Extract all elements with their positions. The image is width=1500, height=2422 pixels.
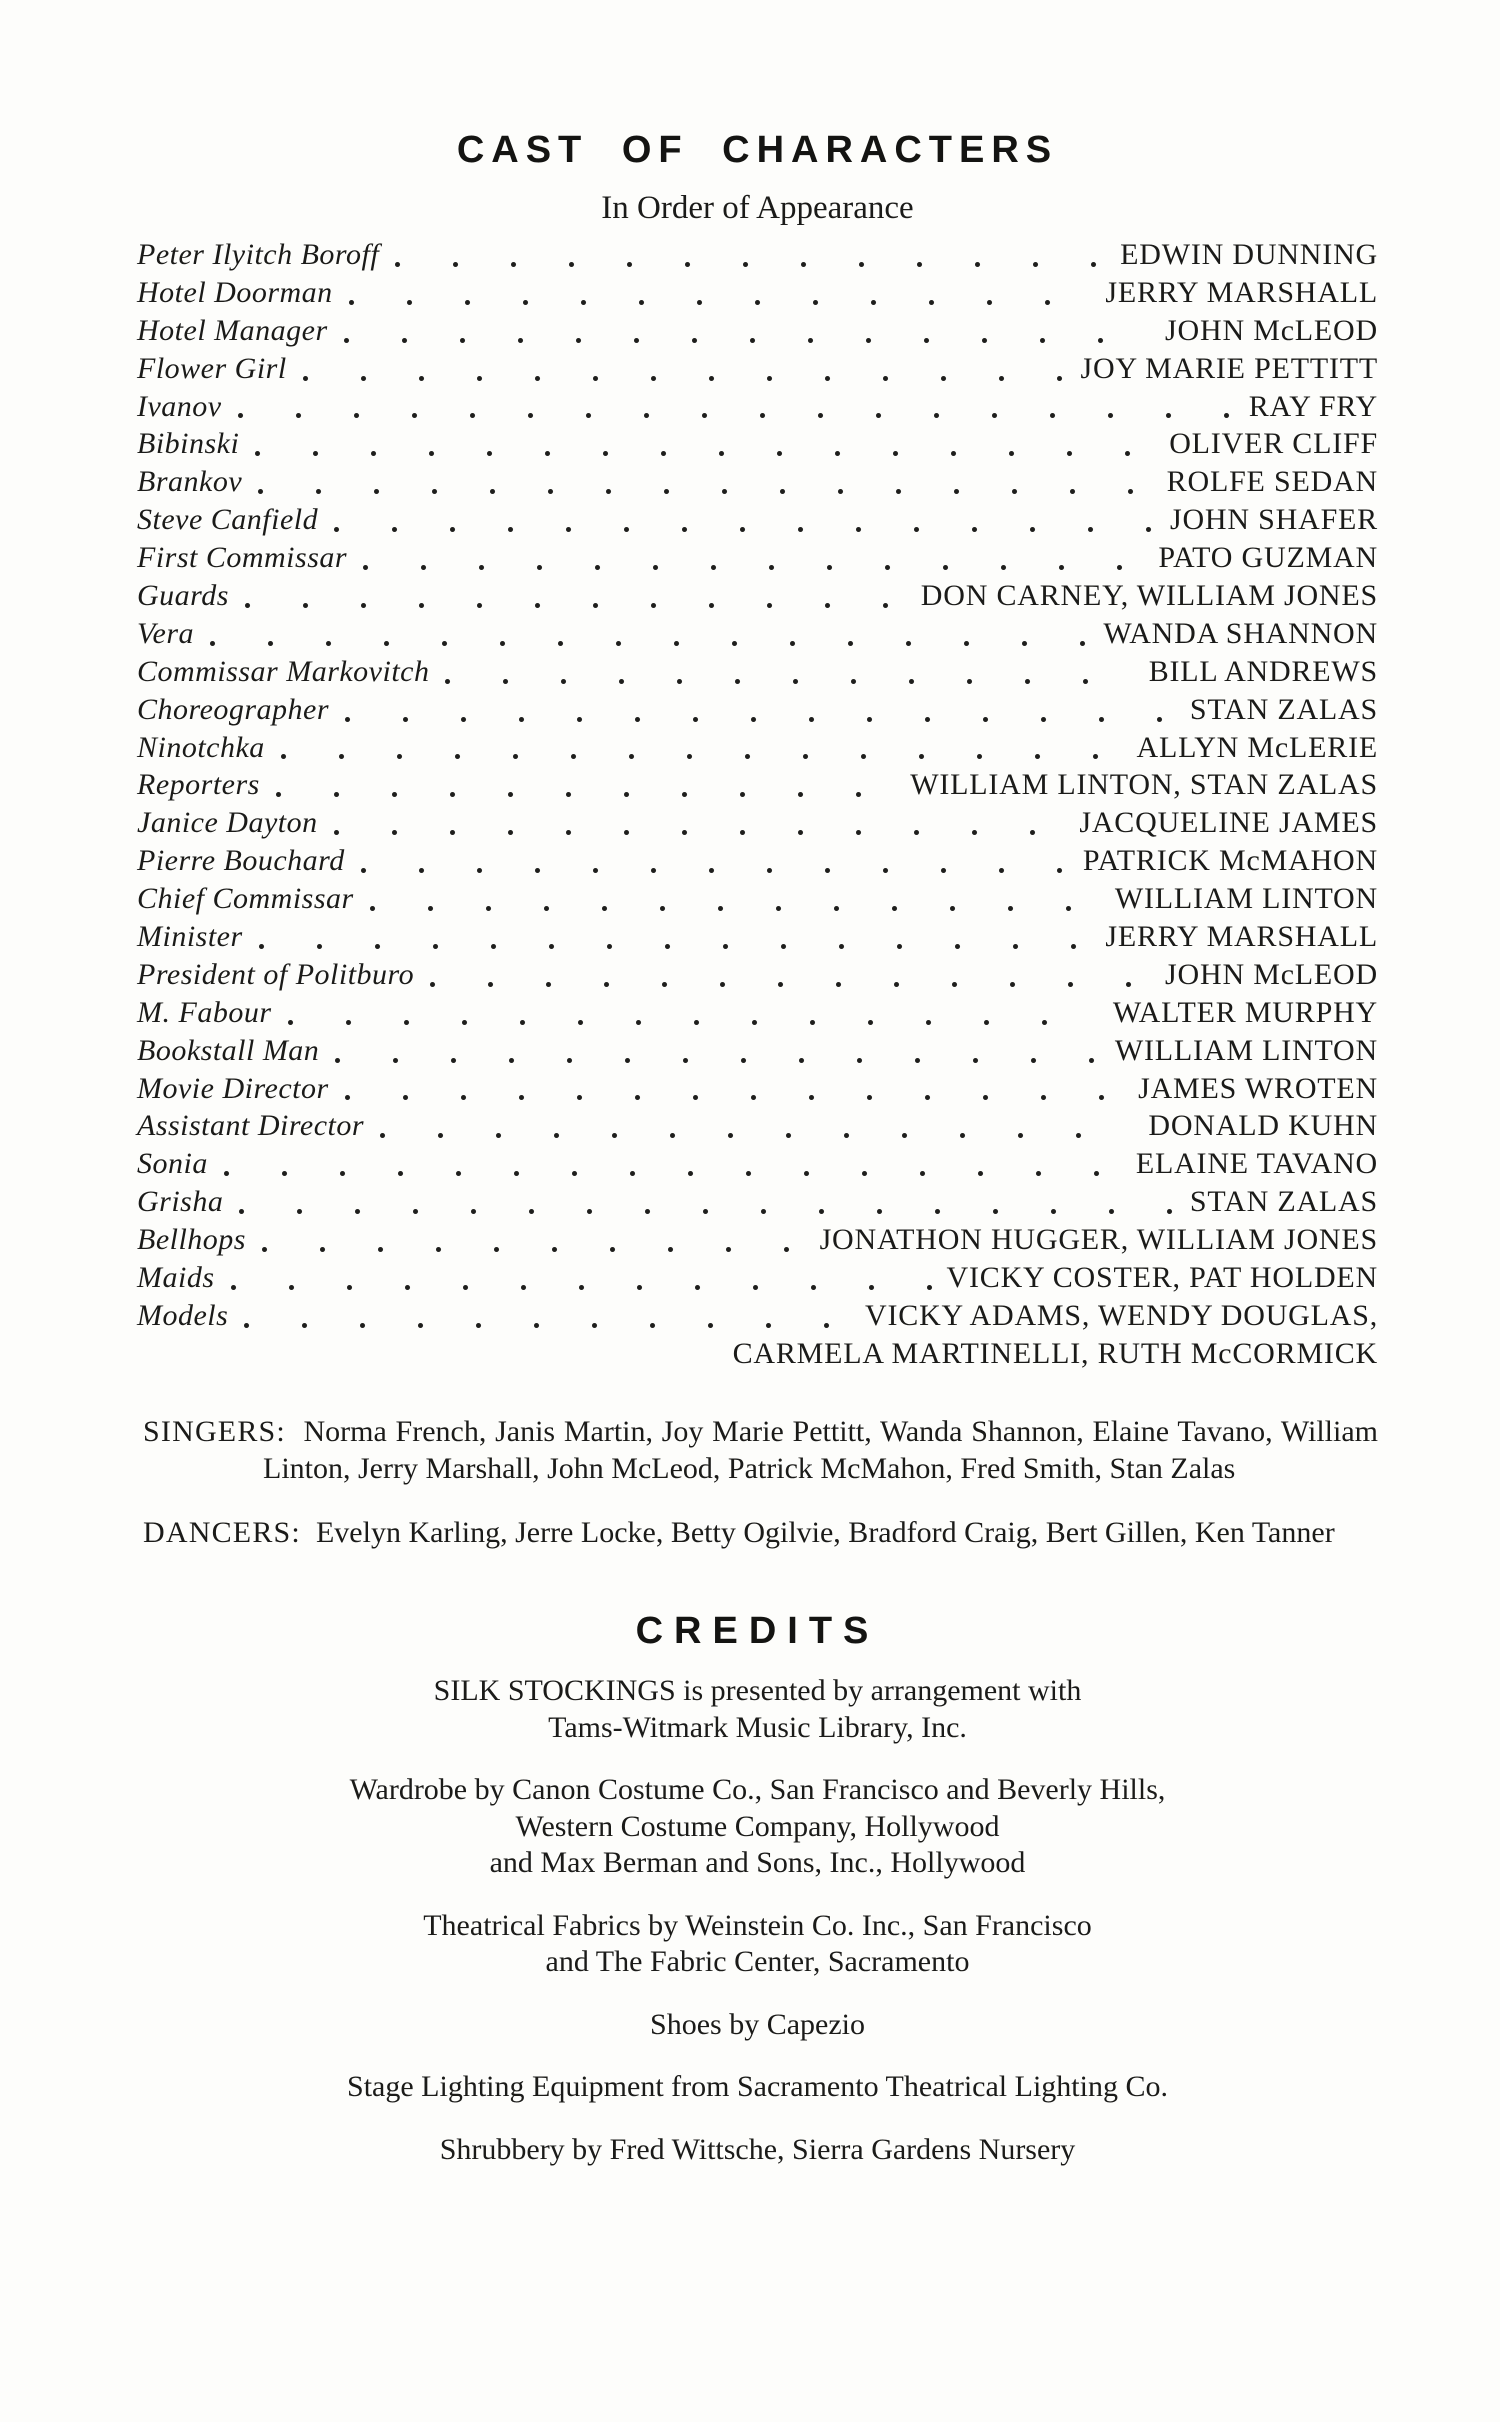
credit-line: Tams-Witmark Music Library, Inc. (548, 1710, 967, 1744)
actor-name: JOHN McLEOD (1165, 313, 1378, 347)
dotted-leader (287, 350, 1081, 388)
character-name: Movie Director (137, 1071, 329, 1105)
character-name: First Commissar (137, 541, 348, 575)
ensembles-section (137, 1413, 1378, 1552)
actor-name: VICKY COSTER, PAT HOLDEN (946, 1261, 1378, 1295)
page-content (137, 128, 1378, 2168)
dotted-leader (347, 539, 1158, 577)
actor-name: DON CARNEY, WILLIAM JONES (920, 579, 1378, 613)
cast-row (137, 312, 1378, 350)
dotted-leader (229, 577, 921, 615)
character-name: Bookstall Man (137, 1033, 320, 1067)
dotted-leader (222, 388, 1249, 426)
dotted-leader (318, 501, 1170, 539)
ensemble-paragraph (143, 1413, 1378, 1488)
dotted-leader (272, 994, 1113, 1032)
cast-row (137, 956, 1378, 994)
character-name: Peter Ilyitch Boroff (137, 238, 380, 271)
cast-row (137, 653, 1378, 691)
dotted-leader (194, 615, 1103, 653)
character-name: Guards (137, 579, 229, 613)
actor-name: WILLIAM LINTON, STAN ZALAS (910, 768, 1378, 802)
dotted-leader (246, 1221, 820, 1259)
character-name: Chief Commissar (137, 882, 354, 916)
character-name: Ivanov (137, 389, 222, 423)
ensemble-names: Norma French, Janis Martin, Joy Marie Pettitt, Wanda Shannon, Elaine Tavano, William Linton, Jerry Marshall, John McLeod, Patrick McMahon, Fred Smith, Stan Zalas (263, 1414, 1378, 1486)
character-name: Vera (137, 616, 194, 650)
dotted-leader (345, 842, 1083, 880)
dotted-leader (242, 463, 1167, 501)
character-name: Sonia (137, 1147, 208, 1181)
cast-row (137, 842, 1378, 880)
credit-group (137, 2069, 1378, 2106)
character-name: Maids (137, 1261, 215, 1295)
character-name: Bellhops (137, 1223, 246, 1257)
actor-name-continuation: CARMELA MARTINELLI, RUTH McCORMICK (732, 1336, 1378, 1370)
credit-line: and Max Berman and Sons, Inc., Hollywood (489, 1846, 1026, 1880)
cast-row (137, 1032, 1378, 1070)
character-name: Hotel Doorman (137, 275, 333, 309)
actor-name: JOHN McLEOD (1165, 957, 1378, 991)
cast-row (137, 1297, 1378, 1335)
character-name: Ninotchka (137, 730, 265, 764)
credits-section (137, 1673, 1378, 2168)
credit-group (137, 1908, 1378, 1981)
cast-row (137, 804, 1378, 842)
cast-row (137, 1107, 1378, 1145)
actor-name: RAY FRY (1248, 389, 1378, 423)
cast-row (137, 766, 1378, 804)
credit-group (137, 1673, 1378, 1746)
cast-row (137, 388, 1378, 426)
dotted-leader (223, 1183, 1190, 1221)
actor-name: BILL ANDREWS (1148, 654, 1378, 688)
cast-row (137, 1145, 1378, 1183)
actor-name: OLIVER CLIFF (1169, 427, 1378, 461)
character-name: Bibinski (137, 427, 240, 461)
actor-name: JOY MARIE PETTITT (1080, 351, 1378, 385)
credit-line: Shoes by Capezio (650, 2007, 865, 2041)
cast-row (137, 236, 1378, 274)
actor-name: EDWIN DUNNING (1120, 238, 1378, 271)
dotted-leader (429, 653, 1148, 691)
credits-title: CREDITS (635, 1610, 880, 1653)
cast-row (137, 880, 1378, 918)
cast-row (137, 729, 1378, 767)
dotted-leader (215, 1259, 947, 1297)
character-name: Hotel Manager (137, 313, 328, 347)
cast-list (137, 236, 1378, 1373)
cast-row (137, 350, 1378, 388)
dotted-leader (260, 766, 910, 804)
actor-name: WALTER MURPHY (1112, 995, 1378, 1029)
dotted-leader (414, 956, 1165, 994)
actor-name: STAN ZALAS (1189, 692, 1378, 726)
actor-name: STAN ZALAS (1189, 1185, 1378, 1219)
in-order-of-appearance-subtitle: In Order of Appearance (601, 190, 914, 226)
credit-line: Theatrical Fabrics by Weinstein Co. Inc., San Francisco (423, 1908, 1092, 1942)
dotted-leader (319, 1032, 1115, 1070)
character-name: Reporters (137, 768, 260, 802)
dotted-leader (364, 1107, 1148, 1145)
character-name: President of Politburo (137, 957, 415, 991)
cast-of-characters-title: CAST OF CHARACTERS (456, 129, 1059, 171)
credit-line: SILK STOCKINGS is presented by arrangement with (433, 1674, 1082, 1708)
actor-name: JERRY MARSHALL (1105, 275, 1378, 309)
character-name: Choreographer (137, 692, 330, 726)
cast-row (137, 274, 1378, 312)
dotted-leader (333, 274, 1106, 312)
cast-row (137, 501, 1378, 539)
cast-row (137, 463, 1378, 501)
character-name: M. Fabour (137, 995, 272, 1029)
dotted-leader (243, 918, 1106, 956)
ensemble-paragraph (143, 1514, 1378, 1552)
actor-name: WILLIAM LINTON (1114, 882, 1378, 916)
character-name: Models (137, 1298, 229, 1332)
cast-row (137, 539, 1378, 577)
actor-name: PATO GUZMAN (1158, 541, 1378, 575)
dotted-leader (329, 691, 1190, 729)
cast-row (137, 918, 1378, 956)
character-name: Grisha (137, 1185, 224, 1219)
actor-name: ELAINE TAVANO (1135, 1147, 1378, 1181)
dotted-leader (329, 1070, 1138, 1108)
credit-line: Wardrobe by Canon Costume Co., San Francisco and Beverly Hills, (349, 1773, 1166, 1807)
actor-name: DONALD KUHN (1148, 1109, 1378, 1143)
cast-row (137, 994, 1378, 1032)
actor-name: JACQUELINE JAMES (1079, 806, 1378, 840)
credit-group (137, 1772, 1378, 1882)
actor-name: ROLFE SEDAN (1166, 465, 1378, 499)
actor-name: WILLIAM LINTON (1114, 1033, 1378, 1067)
character-name: Assistant Director (137, 1109, 365, 1143)
character-name: Janice Dayton (137, 806, 318, 840)
credit-line: and The Fabric Center, Sacramento (545, 1945, 970, 1979)
actor-name: JAMES WROTEN (1138, 1071, 1378, 1105)
cast-row (137, 1221, 1378, 1259)
character-name: Flower Girl (137, 351, 287, 385)
cast-row (137, 425, 1378, 463)
actor-name: VICKY ADAMS, WENDY DOUGLAS, (865, 1298, 1378, 1332)
ensemble-names: Evelyn Karling, Jerre Locke, Betty Ogilvie, Bradford Craig, Bert Gillen, Ken Tanner (315, 1515, 1335, 1549)
actor-name: PATRICK McMAHON (1082, 844, 1378, 878)
ensemble-label: DANCERS: (143, 1515, 301, 1549)
dotted-leader (328, 312, 1165, 350)
cast-row (137, 1070, 1378, 1108)
dotted-leader (354, 880, 1115, 918)
cast-row (137, 1183, 1378, 1221)
credit-group (137, 2007, 1378, 2044)
dotted-leader (228, 1297, 865, 1335)
cast-row (137, 1259, 1378, 1297)
character-name: Steve Canfield (137, 503, 319, 537)
credit-line: Shrubbery by Fred Wittsche, Sierra Gardens Nursery (439, 2132, 1076, 2166)
cast-row (137, 691, 1378, 729)
actor-name: ALLYN McLERIE (1136, 730, 1378, 764)
credit-line: Western Costume Company, Hollywood (515, 1809, 1000, 1843)
credit-line: Stage Lighting Equipment from Sacramento Theatrical Lighting Co. (347, 2070, 1168, 2104)
character-name: Pierre Bouchard (137, 844, 345, 878)
actor-name: JERRY MARSHALL (1105, 920, 1378, 954)
actor-name: WANDA SHANNON (1103, 616, 1378, 650)
dotted-leader (208, 1145, 1136, 1183)
ensemble-label: SINGERS: (143, 1414, 286, 1448)
actor-name: JONATHON HUGGER, WILLIAM JONES (819, 1223, 1378, 1257)
credit-group (137, 2132, 1378, 2169)
cast-row (137, 577, 1378, 615)
character-name: Commissar Markovitch (137, 654, 430, 688)
dotted-leader (239, 425, 1169, 463)
cast-row (137, 615, 1378, 653)
dotted-leader (318, 804, 1080, 842)
program-page (0, 128, 1500, 2422)
dotted-leader (379, 236, 1120, 274)
dotted-leader (265, 729, 1137, 767)
character-name: Brankov (137, 465, 243, 499)
actor-name: JOHN SHAFER (1169, 503, 1378, 537)
character-name: Minister (137, 920, 243, 954)
